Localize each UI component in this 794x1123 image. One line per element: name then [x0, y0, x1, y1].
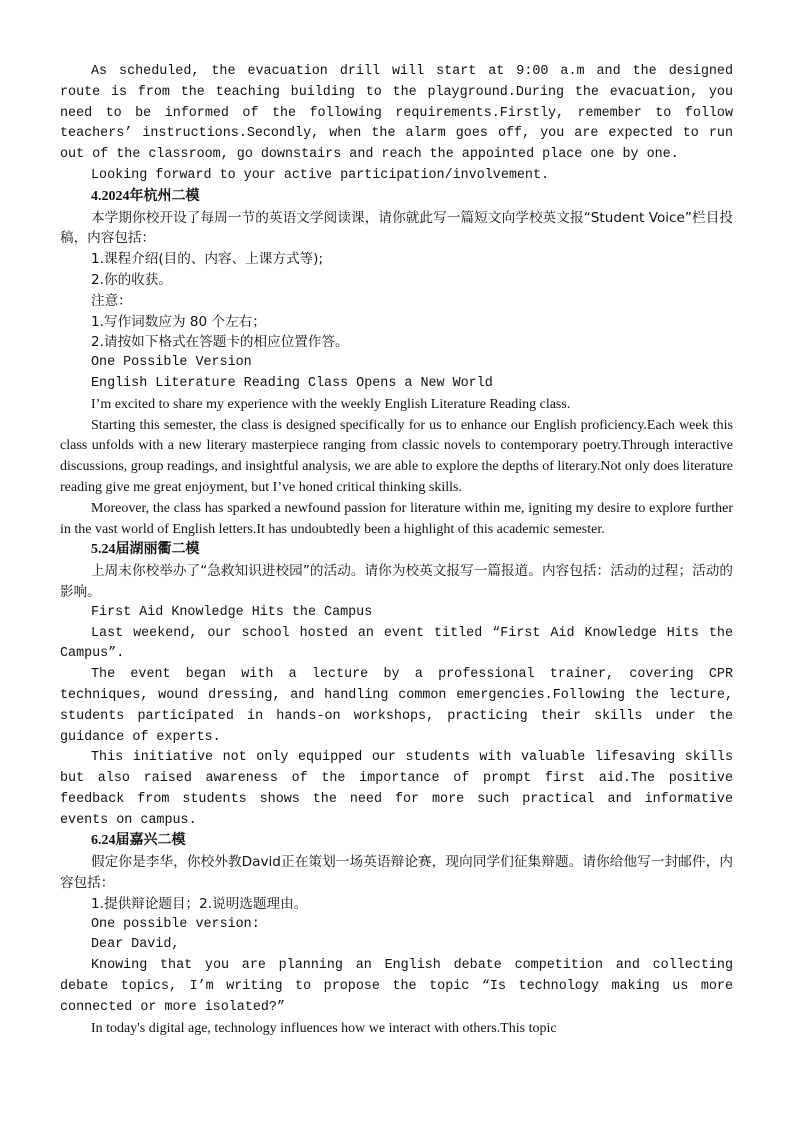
paragraph: 注意：: [91, 292, 132, 309]
section-heading: 6.24届嘉兴二模: [91, 833, 186, 849]
paragraph: Dear David,: [91, 937, 180, 953]
paragraph: English Literature Reading Class Opens a New World: [91, 375, 493, 391]
paragraph: In today's digital age, technology influences how we interact with others.This topic: [91, 1020, 557, 1036]
paragraph: I’m excited to share my experience with the weekly English Literature Reading class.: [91, 396, 571, 412]
paragraph: The event began with a lecture by a professional trainer, covering CPR techniques, wound dressing, and handling common emergencies.Following the lecture, students participated in hands-on workshops, practicing their skills under the guidance of experts.: [60, 667, 733, 745]
paragraph: As scheduled, the evacuation drill will start at 9:00 a.m and the designed route is from the teaching building to the playground.During the evacuation, you need to be informed of the following requirements.Firstly, remember to follow teachers’ instructions.Secondly, when the alarm goes off, you are expected to run out of the classroom, go downstairs and reach the appointed place one by one.: [60, 64, 733, 163]
paragraph: 1.写作词数应为 80 个左右；: [91, 313, 266, 330]
paragraph: Starting this semester, the class is designed specifically for us to enhance our English proficiency.Each week this class unfolds with a new literary masterpiece ranging from classic novels to contemporary poetry.Through interactive discussions, group readings, and insightful analysis, we are able to explore the depths of literary.Not only does literature reading give me great enjoyment, but I’ve honed critical thinking skills.: [60, 417, 733, 495]
document-page: [60, 62, 733, 1039]
paragraph: One possible version:: [91, 916, 260, 932]
paragraph: One Possible Version: [91, 355, 252, 371]
paragraph: Looking forward to your active participation/involvement.: [91, 167, 550, 183]
paragraph: 假定你是李华，你校外教David正在策划一场英语辩论赛，现向同学们征集辩题。请你给他写一封邮件，内容包括：: [60, 854, 733, 892]
paragraph: Knowing that you are planning an English debate competition and collecting debate topics, I’m writing to propose the topic “Is technology making us more connected or more isolated?”: [60, 958, 733, 1015]
paragraph: 2.你的收获。: [91, 271, 172, 288]
paragraph: 2.请按如下格式在答题卡的相应位置作答。: [91, 334, 349, 351]
section-heading: 5.24届湖丽衢二模: [91, 542, 200, 558]
paragraph: 本学期你校开设了每周一节的英语文学阅读课，请你就此写一篇短文向学校英文报“Student Voice”栏目投稿，内容包括：: [60, 209, 733, 247]
paragraph: 1.提供辩论题目；2.说明选题理由。: [91, 895, 308, 912]
section-heading: 4.2024年杭州二模: [91, 188, 200, 204]
paragraph: First Aid Knowledge Hits the Campus: [91, 604, 373, 620]
paragraph: Last weekend, our school hosted an event titled “First Aid Knowledge Hits the Campus”.: [60, 625, 733, 662]
paragraph: 1.课程介绍(目的、内容、上课方式等);: [91, 251, 324, 268]
paragraph: 上周末你校举办了“急救知识进校园”的活动。请你为校英文报写一篇报道。内容包括：活动的过程；活动的影响。: [60, 563, 733, 600]
paragraph: This initiative not only equipped our students with valuable lifesaving skills but also raised awareness of the importance of prompt first aid.The positive feedback from students shows the need for more such practical and informative events on campus.: [60, 750, 733, 828]
paragraph: Moreover, the class has sparked a newfound passion for literature within me, igniting my desire to explore further in the vast world of English letters.It has undoubtedly been a highlight of this academic semester.: [60, 500, 733, 537]
